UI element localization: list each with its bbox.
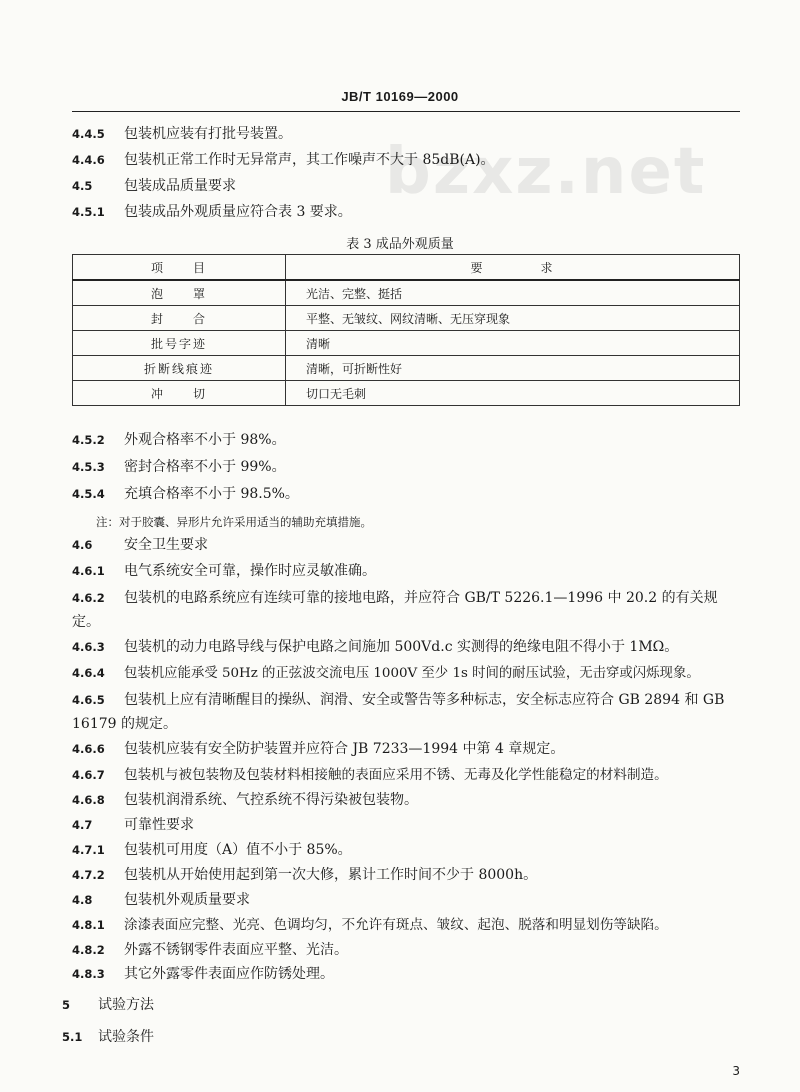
clause-text: 包装机从开始使用起到第一次大修，累计工作时间不少于 8000h。 xyxy=(124,867,538,883)
row-item: 折断线痕迹 xyxy=(73,356,286,381)
section-5 xyxy=(62,995,154,1015)
clause-4-8-1 xyxy=(72,915,668,935)
row-requirement: 清晰，可折断性好 xyxy=(286,356,740,381)
row-item: 泡 罩 xyxy=(73,280,286,306)
row-requirement: 切口无毛刺 xyxy=(286,381,740,406)
clause-number: 4.4.6 xyxy=(72,153,105,167)
clause-4-6-7 xyxy=(72,765,668,785)
clause-text: 充填合格率不小于 98.5%。 xyxy=(124,486,299,502)
clause-number: 4.6.5 xyxy=(72,693,105,707)
row-requirement: 光洁、完整、挺括 xyxy=(286,280,740,306)
clause-number: 4.7.2 xyxy=(72,868,105,882)
clause-number: 4.6.7 xyxy=(72,768,105,782)
clause-text: 电气系统安全可靠，操作时应灵敏准确。 xyxy=(124,563,376,579)
clause-text: 可靠性要求 xyxy=(124,817,194,833)
clause-number: 4.5.2 xyxy=(72,433,105,447)
clause-text: 包装机上应有清晰醒目的操纵、润滑、安全或警告等多种标志，安全标志应符合 GB 2894 和 GB 16179 的规定。 xyxy=(72,692,725,732)
clause-number: 4.8 xyxy=(72,893,93,907)
clause-4-5 xyxy=(72,176,236,196)
row-requirement: 清晰 xyxy=(286,331,740,356)
clause-number: 4.6.8 xyxy=(72,793,105,807)
clause-number: 4.5.1 xyxy=(72,205,105,219)
clause-text: 包装成品质量要求 xyxy=(124,178,236,194)
clause-4-4-5 xyxy=(72,124,292,144)
clause-text: 包装机应能承受 50Hz 的正弦波交流电压 1000V 至少 1s 时间的耐压试验，无击穿或闪烁现象。 xyxy=(124,666,700,681)
clause-number: 4.6 xyxy=(72,538,93,552)
clause-4-5-4 xyxy=(72,484,299,504)
table-row xyxy=(73,306,740,331)
clause-number: 4.8.2 xyxy=(72,943,105,957)
table-row xyxy=(73,381,740,406)
clause-text: 包装机正常工作时无异常声，其工作噪声不大于 85dB(A)。 xyxy=(124,152,495,168)
standard-code: JB/T 10169—2000 xyxy=(341,89,459,104)
clause-number: 4.6.2 xyxy=(72,591,105,605)
table-row xyxy=(73,356,740,381)
section-number: 5.1 xyxy=(62,1030,83,1044)
clause-4-5-2 xyxy=(72,430,286,450)
clause-number: 4.6.6 xyxy=(72,742,105,756)
clause-4-6-3 xyxy=(72,637,678,657)
table-header-row xyxy=(73,255,740,281)
section-title: 试验条件 xyxy=(98,1029,154,1045)
quality-table xyxy=(72,254,740,406)
clause-text: 涂漆表面应完整、光亮、色调均匀，不允许有斑点、皱纹、起泡、脱落和明显划伤等缺陷。 xyxy=(124,917,668,933)
clause-4-4-6 xyxy=(72,150,495,170)
table-row xyxy=(73,280,740,306)
watermark: bzxz.net xyxy=(385,135,707,209)
clause-number: 4.8.1 xyxy=(72,918,105,932)
clause-4-7-1 xyxy=(72,840,352,860)
clause-number: 4.5.4 xyxy=(72,487,105,501)
clause-4-5-1 xyxy=(72,202,352,222)
section-title: 试验方法 xyxy=(98,997,154,1013)
clause-number: 4.4.5 xyxy=(72,127,105,141)
section-number: 5 xyxy=(62,998,71,1012)
clause-4-5-3 xyxy=(72,457,286,477)
clause-number: 4.5 xyxy=(72,179,93,193)
header-rule xyxy=(72,111,740,112)
clause-number: 4.6.4 xyxy=(72,666,105,680)
clause-4-7-2 xyxy=(72,865,537,885)
clause-number: 4.8.3 xyxy=(72,967,105,981)
clause-text: 包装机的动力电路导线与保护电路之间施加 500Vd.c 实测得的绝缘电阻不得小于 1MΩ。 xyxy=(124,639,679,655)
clause-number: 4.6.1 xyxy=(72,564,105,578)
row-item: 冲 切 xyxy=(73,381,286,406)
clause-4-6-8 xyxy=(72,790,418,810)
clause-4-6-4 xyxy=(72,663,700,684)
clause-text: 密封合格率不小于 99%。 xyxy=(124,459,286,475)
clause-4-6 xyxy=(72,535,208,555)
table-note: 注：对于胶囊、异形片允许采用适当的辅助充填措施。 xyxy=(96,515,372,529)
header-item: 项 目 xyxy=(73,255,286,281)
clause-text: 包装机应装有打批号装置。 xyxy=(124,126,292,142)
clause-number: 4.7 xyxy=(72,818,93,832)
clause-text: 包装机可用度（A）值不小于 85%。 xyxy=(124,842,352,858)
clause-text: 外观合格率不小于 98%。 xyxy=(124,432,286,448)
table-caption: 表 3 成品外观质量 xyxy=(346,237,454,252)
clause-4-6-2 xyxy=(72,586,740,634)
clause-text: 安全卫生要求 xyxy=(124,537,208,553)
clause-4-7 xyxy=(72,815,194,835)
row-item: 批号字迹 xyxy=(73,331,286,356)
clause-text: 包装机外观质量要求 xyxy=(124,892,250,908)
clause-text: 包装机应装有安全防护装置并应符合 JB 7233—1994 中第 4 章规定。 xyxy=(124,741,565,757)
page-number: 3 xyxy=(732,1064,740,1078)
clause-text: 外露不锈钢零件表面应平整、光洁。 xyxy=(124,942,348,958)
clause-4-6-6 xyxy=(72,739,564,759)
clause-text: 包装机润滑系统、气控系统不得污染被包装物。 xyxy=(124,792,418,808)
section-5-1 xyxy=(62,1027,154,1047)
clause-number: 4.5.3 xyxy=(72,460,105,474)
clause-text: 包装机的电路系统应有连续可靠的接地电路，并应符合 GB/T 5226.1—1996 中 20.2 的有关规定。 xyxy=(72,590,718,630)
table-row xyxy=(73,331,740,356)
clause-4-8-2 xyxy=(72,940,348,960)
clause-text: 其它外露零件表面应作防锈处理。 xyxy=(124,966,334,982)
clause-4-6-1 xyxy=(72,561,376,581)
clause-number: 4.7.1 xyxy=(72,843,105,857)
clause-4-8 xyxy=(72,890,250,910)
clause-4-6-5 xyxy=(72,688,740,736)
header-requirement: 要 求 xyxy=(286,255,740,281)
row-item: 封 合 xyxy=(73,306,286,331)
clause-number: 4.6.3 xyxy=(72,640,105,654)
clause-text: 包装成品外观质量应符合表 3 要求。 xyxy=(124,204,352,220)
row-requirement: 平整、无皱纹、网纹清晰、无压穿现象 xyxy=(286,306,740,331)
clause-4-8-3 xyxy=(72,964,334,984)
clause-text: 包装机与被包装物及包装材料相接触的表面应采用不锈、无毒及化学性能稳定的材料制造。 xyxy=(124,767,668,783)
